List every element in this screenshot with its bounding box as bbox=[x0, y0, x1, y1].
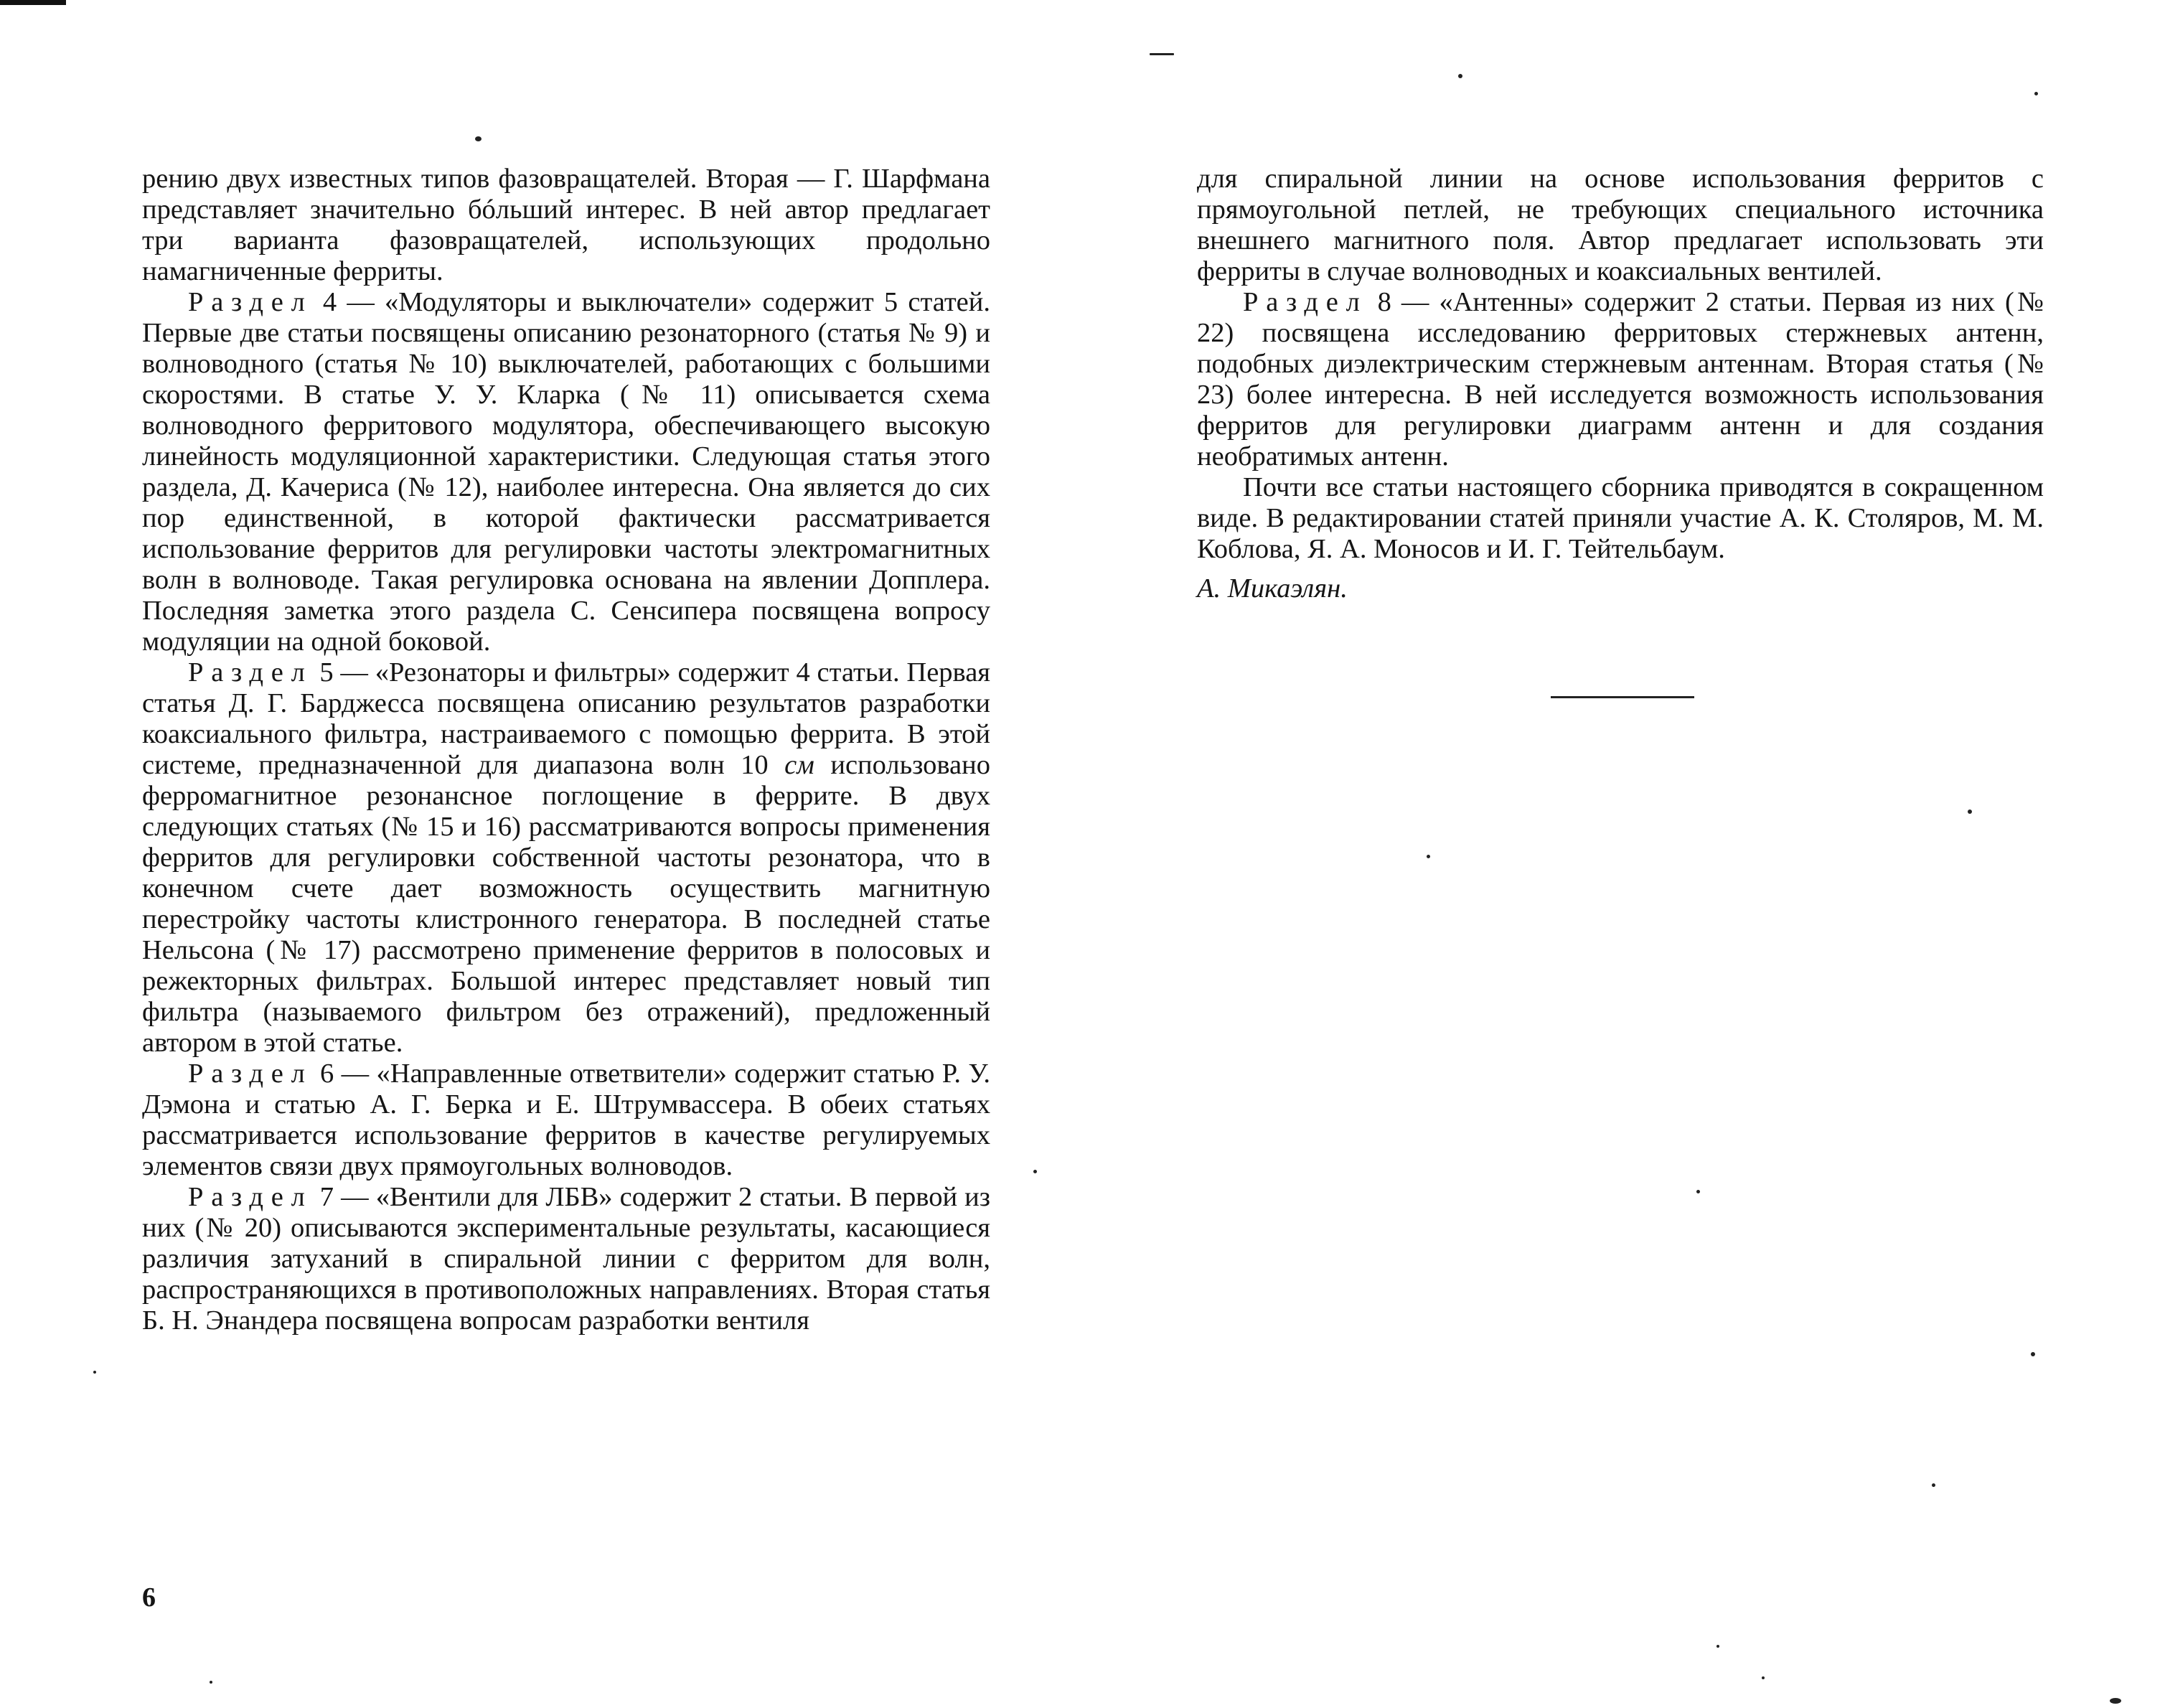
unit-cm: см bbox=[784, 750, 814, 780]
page-number: 6 bbox=[142, 1582, 156, 1613]
scan-speck bbox=[475, 136, 482, 141]
paragraph-section-7-continuation: для спиральной линии на основе использования ферритов с прямоугольной петлей, не требующих специального источника внешнего магнитного поля. Автор предлагает использовать эти ферриты в случае волноводных и коаксиальных вентилей. bbox=[1197, 164, 2044, 286]
paragraph-closing: Почти все статьи настоящего сборника приводятся в сокращенном виде. В редактировании статей приняли участие А. К. Столяров, М. М. Коблова, Я. А. Моносов и И. Г. Тейтельбаум. bbox=[1197, 472, 2044, 564]
paragraph-section-8 bbox=[1197, 287, 2044, 472]
section-label: Раздел bbox=[1243, 287, 1368, 317]
paragraph-section-6 bbox=[142, 1059, 990, 1182]
scan-speck bbox=[1932, 1483, 1935, 1487]
scan-speck bbox=[2031, 1352, 2035, 1356]
paragraph-section-7 bbox=[142, 1182, 990, 1336]
scan-speck bbox=[1762, 1676, 1765, 1679]
author-signature: А. Микаэлян. bbox=[1197, 573, 1348, 604]
paragraph-section-5 bbox=[142, 657, 990, 1059]
paragraph-section-4 bbox=[142, 287, 990, 657]
left-page-column bbox=[142, 164, 990, 1336]
section-label: Раздел bbox=[188, 657, 313, 688]
scan-speck bbox=[1427, 855, 1430, 858]
section-7-text: 7 — «Вентили для ЛБВ» содержит 2 статьи. В первой из них (№ 20) описываются экспериментальные результаты, касающиеся различия затуханий в спиральной линии с ферритом для волн, распространяющихся в противоположных направлениях. Вторая статья Б. Н. Энандера посвящена вопросам разработки вентиля bbox=[142, 1182, 990, 1336]
scan-speck bbox=[1968, 810, 1972, 814]
section-4-text: 4 — «Модуляторы и выключатели» содержит 5 статей. Первые две статьи посвящены описанию резонаторного (статья № 9) и волноводного (статья № 10) выключателей, работающих с большими скоростями. В статье У. У. Кларка (№ 11) описывается схема волноводного ферритового модулятора, обеспечивающего высокую линейность модуляционной характеристики. Следующая статья этого раздела, Д. Качериса (№ 12), наиболее интересна. Она является до сих пор единственной, в которой фактически рассматривается использование ферритов для регулировки частоты электромагнитных волн в волноводе. Такая регулировка основана на явлении Допплера. Последняя заметка этого раздела С. Сенсипера посвящена вопросу модуляции на одной боковой. bbox=[142, 287, 990, 657]
scan-corner-mark bbox=[0, 0, 66, 5]
scan-speck bbox=[1696, 1190, 1700, 1193]
section-5-text-b: использовано ферромагнитное резонансное поглощение в феррите. В двух следующих статьях (№ 15 и 16) рассматриваются вопросы применения ферритов для регулировки собственной частоты резонатора, что в конечном счете дает возможность осуществить магнитную перестройку частоты клистронного генератора. В последней статье Нельсона (№ 17) рассмотрено применение ферритов в полосовых и режекторных фильтрах. Большой интерес представляет новый тип фильтра (называемого фильтром без отражений), предложенный автором в этой статье. bbox=[142, 750, 990, 1058]
section-5-text-a: 5 — «Резонаторы и фильтры» содержит 4 статьи. Первая статья Д. Г. Барджесса посвящена описанию результатов разработки коаксиального фильтра, настраиваемого с помощью феррита. В этой системе, предназначенной для диапазона волн 10 bbox=[142, 657, 990, 780]
paragraph-intro-continuation: рению двух известных типов фазовращателей. Вторая — Г. Шарфмана представляет значительно бóльший интерес. В ней автор предлагает три варианта фазовращателей, использующих продольно намагниченные ферриты. bbox=[142, 164, 990, 286]
section-6-text: 6 — «Направленные ответвители» содержит статью Р. У. Дэмона и статью А. Г. Берка и Е. Штрумвассера. В обеих статьях рассматривается использование ферритов в качестве регулируемых элементов связи двух прямоугольных волноводов. bbox=[142, 1059, 990, 1181]
section-label: Раздел bbox=[188, 1182, 313, 1212]
scan-speck bbox=[1150, 53, 1174, 55]
scan-speck bbox=[1716, 1645, 1719, 1648]
right-page-column bbox=[1197, 164, 2044, 698]
scan-speck bbox=[210, 1681, 212, 1684]
end-rule bbox=[1551, 696, 1694, 698]
scan-speck bbox=[93, 1371, 96, 1374]
section-8-text: 8 — «Антенны» содержит 2 статьи. Первая из них (№ 22) посвящена исследованию ферритовых стержневых антенн, подобных диэлектрическим стержневым антеннам. Вторая статья (№ 23) более интересна. В ней исследуется возможность использования ферритов для регулировки диаграмм антенн и для создания необратимых антенн. bbox=[1197, 287, 2044, 471]
scan-speck bbox=[1033, 1170, 1037, 1173]
scan-speck bbox=[2110, 1698, 2121, 1704]
scan-speck bbox=[2034, 92, 2038, 95]
scan-speck bbox=[1458, 74, 1462, 78]
section-label: Раздел bbox=[188, 287, 313, 317]
section-label: Раздел bbox=[188, 1059, 313, 1089]
